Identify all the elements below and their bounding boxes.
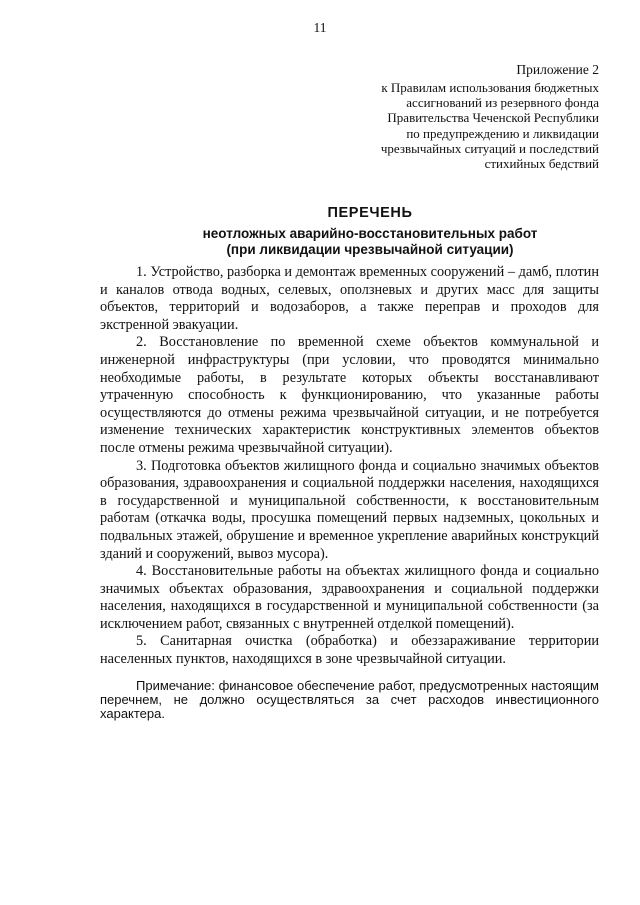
appendix-line: по предупреждению и ликвидации bbox=[406, 125, 599, 141]
work-item: 5. Санитарная очистка (обработка) и обеззараживание территории населенных пунктов, находящихся в зоне чрезвычайной ситуации. bbox=[100, 633, 599, 668]
work-list bbox=[100, 264, 599, 669]
document-subtitle bbox=[0, 226, 640, 258]
document-title: ПЕРЕЧЕНЬ bbox=[327, 205, 413, 221]
work-item: 4. Восстановительные работы на объектах жилищного фонда и социально значимых объектах образования, здравоохранения и социальной поддержки населения, находящихся в государственной и муниципальной собственности (за исключением работ, связанных с внутренней отделкой помещений). bbox=[100, 563, 599, 632]
work-item: 2. Восстановление по временной схеме объектов коммунальной и инженерной инфраструктуры (при условии, что проводятся минимально необходимые работы, в результате которых объекты восстанавливают утраченную способность к функционированию, что указанные работы осуществляются до отмены режима чрезвычайной ситуации, и не потребуется изменение технических характеристик конструктивных элементов объектов после отмены режима чрезвычайной ситуации). bbox=[100, 334, 599, 456]
appendix-label: Приложение 2 bbox=[516, 62, 599, 77]
appendix-line: стихийных бедствий bbox=[484, 156, 599, 172]
appendix-line: к Правилам использования бюджетных bbox=[381, 80, 599, 95]
note-text: Примечание: финансовое обеспечение работ, предусмотренных настоящим перечнем, не должно осуществляться за счет расходов инвестиционного характера. bbox=[100, 678, 599, 721]
appendix-line: Правительства Чеченской Республики bbox=[387, 110, 599, 126]
appendix-reference bbox=[299, 80, 599, 171]
appendix-line: ассигнований из резервного фонда bbox=[406, 95, 599, 111]
note-section bbox=[100, 679, 599, 721]
subtitle-line: (при ликвидации чрезвычайной ситуации) bbox=[226, 242, 514, 257]
work-item: 3. Подготовка объектов жилищного фонда и социально значимых объектов образования, здравоохранения и социальной поддержки населения, находящихся в государственной и муниципальной собственности, к восстановительным работам (откачка воды, просушка помещений первых надземных, цокольных и подвальных этажей, обрушение и временное укрепление аварийных конструкций зданий и сооружений, вывоз мусора). bbox=[100, 457, 599, 562]
appendix-line: чрезвычайных ситуаций и последствий bbox=[380, 140, 599, 156]
work-item: 1. Устройство, разборка и демонтаж временных сооружений – дамб, плотин и каналов отвода водных, селевых, оползневых и других масс для защиты объектов, территорий и водозаборов, а также переправ и проходов для экстренной эвакуации. bbox=[100, 264, 599, 333]
subtitle-line: неотложных аварийно-восстановительных работ bbox=[202, 226, 538, 241]
page-number: 11 bbox=[313, 20, 327, 35]
